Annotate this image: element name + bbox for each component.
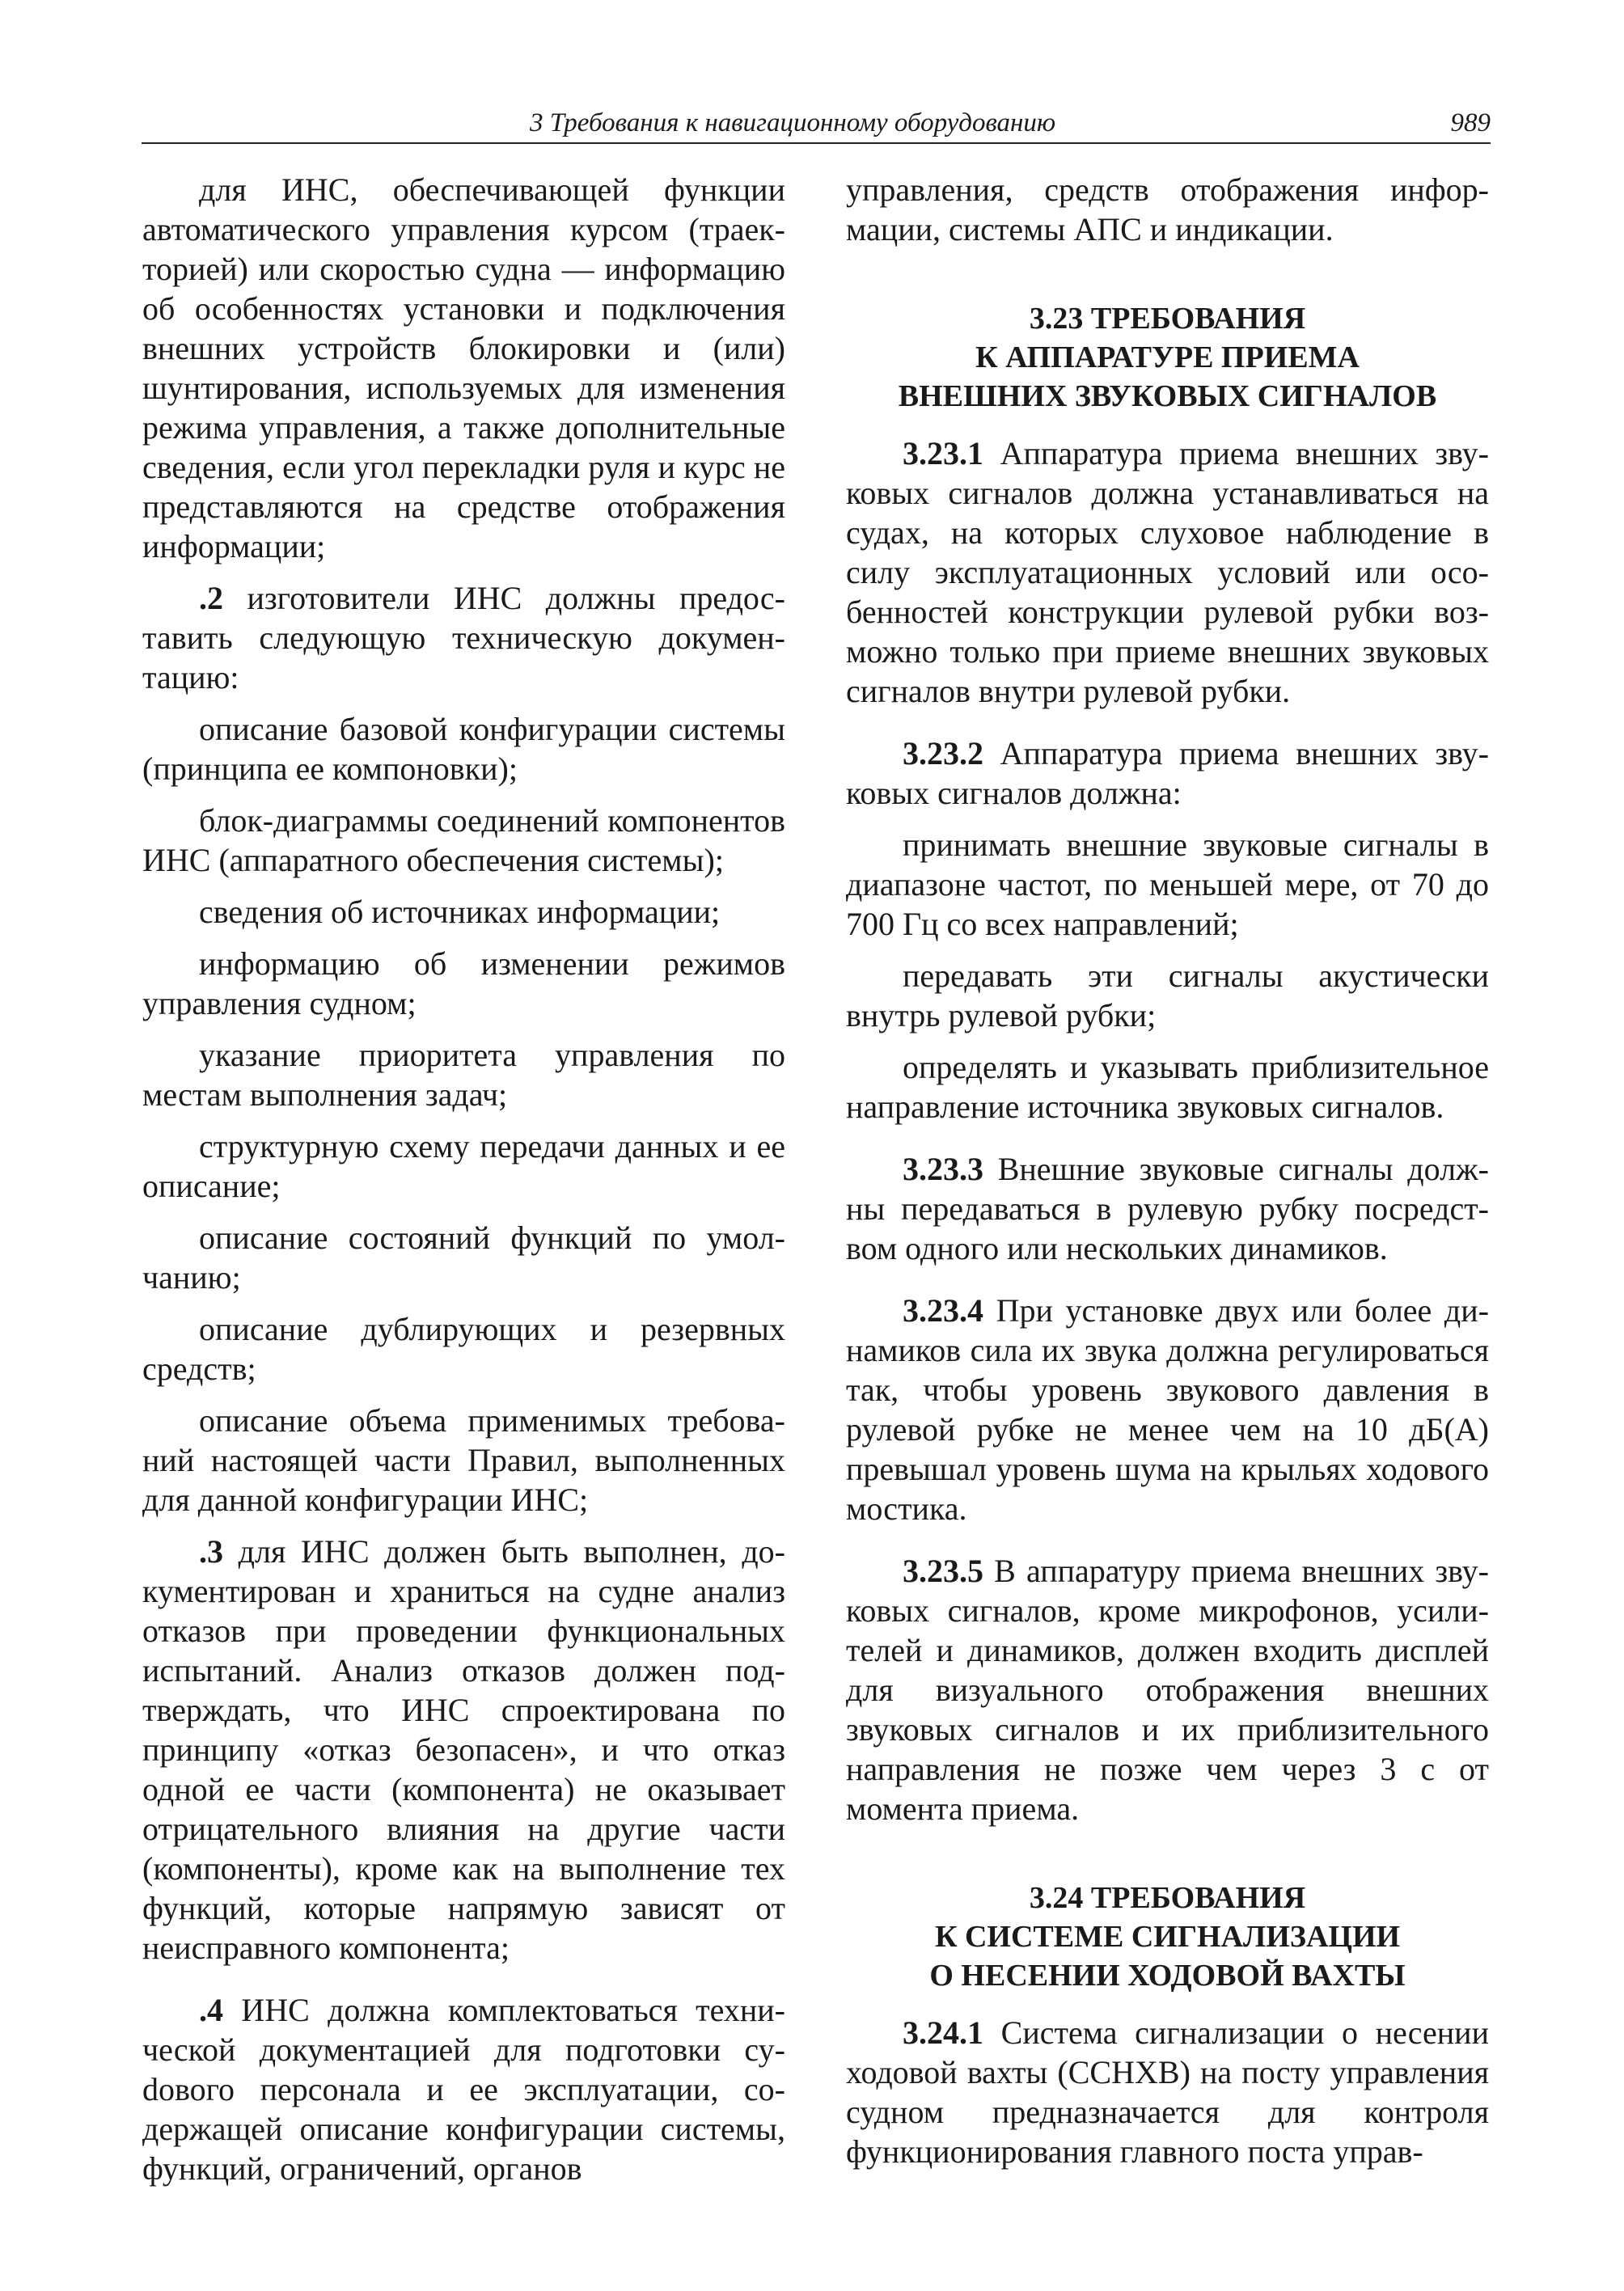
item-text: для ИНС должен быть выполнен, документирован и храниться на судне анализ отказов при проведении функциональных испытаний. Анализ отказов должен подтверждать, что ИНС спроектирована по принципу «отказ безопасен», и что отказ одной ее части (компонента) не оказывает отрицательного влияния на другие части (компоненты), кроме как на выполнение тех функций, которые напрямую зависят от неисправного компонента;	[142, 1533, 785, 1966]
doc-list-item: блок-диаграммы соединений компонентов ИНС (аппаратного обеспечения системы);	[142, 802, 785, 878]
clause-number: 3.23.5	[903, 1553, 983, 1589]
clause-number: 3.23.3	[903, 1151, 983, 1187]
requirement-list-item: определять и указывать приблизительное направление источника звуковых сигналов.	[846, 1049, 1489, 1125]
requirement-list-item: принимать внешние звуковые сигналы в диапазоне частот, по меньшей мере, от 70 до 700 Гц со всех направлений;	[846, 826, 1489, 942]
item-3	[142, 1532, 785, 1968]
item-text: изготовители ИНС должны предоставить следующую техническую документацию:	[142, 580, 785, 695]
doc-list-item: информацию об изменении режимов управления судном;	[142, 945, 785, 1021]
item-number: .4	[199, 1992, 223, 2028]
clause-3-23-2	[846, 733, 1489, 813]
doc-list-item: структурную схему передачи данных и ее описание;	[142, 1128, 785, 1204]
clause-3-23-1	[846, 433, 1489, 711]
clause-3-24-1	[846, 2013, 1489, 2171]
clause-3-23-4	[846, 1291, 1489, 1528]
clause-text: Аппаратура приема внешних звуковых сигналов должна:	[846, 735, 1489, 811]
requirement-list-item: передавать эти сигналы акустически внутрь рулевой рубки;	[846, 957, 1489, 1033]
heading-line: К АППАРАТУРЕ ПРИЕМА	[975, 340, 1360, 374]
paragraph-continued: для ИНС, обеспечивающей функции автоматического управления курсом (траекторией) или скоростью судна — информацию об особенностях установки и подключения внешних устройств блокировки и (или) шунтирования, используемых для изменения режима управления, а также дополнительные сведения, если угол перекладки руля и курс не представляются на средстве отображения информации;	[142, 171, 785, 564]
right-column	[846, 170, 1489, 2171]
heading-line: К СИСТЕМЕ СИГНАЛИЗАЦИИ	[934, 1920, 1401, 1954]
running-header	[142, 104, 1491, 144]
clause-text: В аппаратуру приема внешних звуковых сигналов, кроме микрофонов, усилителей и динамиков, должен входить дисплей для визуального отображения внешних звуковых сигналов и их приблизительного направления не позже чем через 3 с от момента приема.	[846, 1553, 1489, 1827]
left-column	[142, 170, 785, 2188]
item-4	[142, 1990, 785, 2188]
running-title: 3 Требования к навигационному оборудованию	[530, 108, 1056, 137]
heading-line: ВНЕШНИХ ЗВУКОВЫХ СИГНАЛОВ	[898, 379, 1437, 413]
clause-text: Система сигнализации о несении ходовой вахты (ССНХВ) на посту управления судном предназначается для контроля функционирования главного поста управ-	[846, 2014, 1489, 2170]
page-number: 989	[1450, 108, 1491, 137]
item-2	[142, 578, 785, 697]
doc-list-item: описание базовой конфигурации системы (принципа ее компоновки);	[142, 711, 785, 787]
heading-line: 3.23 ТРЕБОВАНИЯ	[1029, 302, 1306, 336]
clause-3-23-3	[846, 1149, 1489, 1268]
clause-number: 3.24.1	[903, 2014, 983, 2051]
clause-number: 3.23.2	[903, 735, 983, 771]
item-number: .2	[199, 580, 223, 616]
section-heading-3-24	[846, 1879, 1489, 1995]
heading-line: О НЕСЕНИИ ХОДОВОЙ ВАХТЫ	[929, 1959, 1406, 1993]
doc-list-item: сведения об источниках информации;	[199, 894, 721, 930]
section-heading-3-23	[846, 299, 1489, 416]
clause-number: 3.23.1	[903, 435, 983, 471]
doc-list-item: описание объема применимых требований настоящей части Правил, выполненных для данной конфигурации ИНС;	[142, 1402, 785, 1518]
doc-list-item: указание приоритета управления по местам выполнения задач;	[142, 1037, 785, 1113]
doc-list-item: описание состояний функций по умолчанию;	[142, 1219, 785, 1296]
doc-list-item: описание дублирующих и резервных средств;	[142, 1311, 785, 1387]
clause-number: 3.23.4	[903, 1292, 983, 1329]
item-text: ИНС должна комплектоваться технической документацией для подготовки суdового персонала и ее эксплуатации, содержащей описание конфигурации системы, функций, ограничений, органов	[142, 1992, 785, 2187]
paragraph-continued: управления, средств отображения информации, системы АПС и индикации.	[846, 171, 1489, 247]
clause-text: Внешние звуковые сигналы должны передаваться в рулевую рубку посредством одного или нескольких динамиков.	[846, 1151, 1489, 1266]
heading-line: 3.24 ТРЕБОВАНИЯ	[1029, 1881, 1306, 1915]
item-number: .3	[199, 1533, 223, 1570]
clause-text: Аппаратура приема внешних звуковых сигналов должна устанавливаться на судах, на которых слуховое наблюдение в силу эксплуатационных условий или особенностей конструкции рулевой рубки возможно только при приеме внешних звуковых сигналов внутри рулевой рубки.	[846, 435, 1489, 709]
clause-text: При установке двух или более динамиков сила их звука должна регулироваться так, чтобы уровень звукового давления в рулевой рубке не менее чем на 10 дБ(А) превышал уровень шума на крыльях ходового мостика.	[846, 1292, 1489, 1527]
clause-3-23-5	[846, 1551, 1489, 1828]
